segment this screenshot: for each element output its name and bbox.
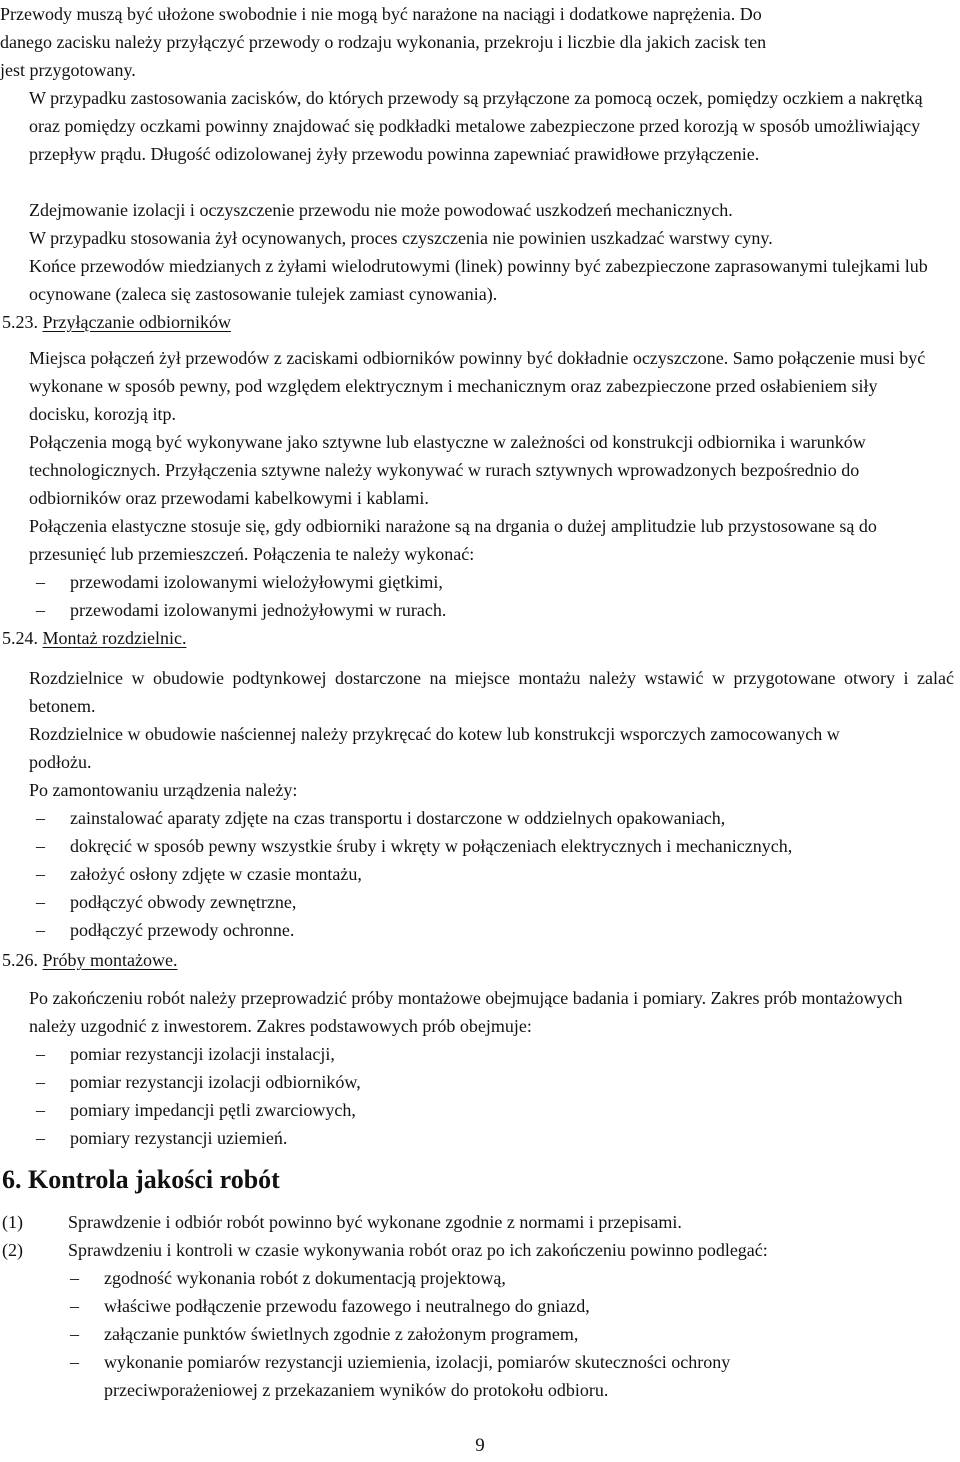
list-item xyxy=(0,1068,940,1096)
list-item xyxy=(0,916,940,944)
list-item xyxy=(0,1040,940,1068)
page-number: 9 xyxy=(475,1435,485,1456)
section-heading-5-26 xyxy=(2,946,177,974)
list-item xyxy=(0,1264,870,1292)
paragraph-flush-mounted: Rozdzielnice w obudowie podtynkowej dostarczone na miejsce montażu należy wstawić w przygotowane otwory i zalać betonem. xyxy=(29,668,954,716)
paragraph-assembly-tests: Po zakończeniu robót należy przeprowadzić próby montażowe obejmujące badania i pomiary. Zakres prób montażowych należy uzgodnić z inwestorem. Zakres podstawowych prób obejmuje: xyxy=(29,988,903,1036)
section-heading-5-23 xyxy=(2,308,231,336)
item-number: (2) xyxy=(2,1240,23,1260)
item-number: (1) xyxy=(2,1212,23,1232)
dash-list-5-26 xyxy=(0,1040,940,1152)
paragraph-surface-mounted: Rozdzielnice w obudowie naściennej należy przykręcać do kotew lub konstrukcji wsporczych zamocowanych w podłożu. xyxy=(29,724,840,772)
list-item xyxy=(0,888,940,916)
numbered-item xyxy=(2,1208,942,1236)
list-item-text: przewodami izolowanymi wielożyłowymi giętkimi, xyxy=(70,572,443,592)
list-item-text: podłączyć obwody zewnętrzne, xyxy=(70,892,297,912)
list-item xyxy=(0,568,940,596)
dash-bullet: – xyxy=(36,1044,45,1064)
numbered-list-6 xyxy=(2,1208,942,1264)
dash-bullet: – xyxy=(36,572,45,592)
numbered-item xyxy=(2,1236,942,1264)
list-item-text: założyć osłony zdjęte w czasie montażu, xyxy=(70,864,362,884)
list-item xyxy=(0,596,940,624)
text-line: jest przygotowany. xyxy=(0,60,136,80)
list-item xyxy=(0,1124,940,1152)
list-item-text: wykonanie pomiarów rezystancji uziemienia, izolacji, pomiarów skuteczności ochrony przeciwporażeniowej z przekazaniem wyników do protokołu odbioru. xyxy=(104,1352,731,1400)
dash-bullet: – xyxy=(70,1324,79,1344)
list-item-text: podłączyć przewody ochronne. xyxy=(70,920,295,940)
dash-bullet: – xyxy=(36,864,45,884)
paragraph-copper-ends: Końce przewodów miedzianych z żyłami wielodrutowymi (linek) powinny być zabezpieczone zaprasowanymi tulejkami lub ocynowane (zaleca się zastosowanie tulejek zamiast cynowania). xyxy=(29,256,928,304)
list-item-text: pomiar rezystancji izolacji odbiorników, xyxy=(70,1072,361,1092)
dash-bullet: – xyxy=(70,1296,79,1316)
dash-bullet: – xyxy=(70,1352,79,1372)
paragraph-connection-points: Miejsca połączeń żył przewodów z zaciskami odbiorników powinny być dokładnie oczyszczone. Samo połączenie musi być wykonane w sposób pewny, pod względem elektrycznym i mechanicznym oraz zabezpieczone przed osłabieniem siły docisku, korozją itp. xyxy=(29,348,926,424)
list-item xyxy=(0,1348,870,1404)
paragraph-after-mounting: Po zamontowaniu urządzenia należy: xyxy=(29,780,298,800)
section-number: 5.23. xyxy=(2,312,38,332)
dash-list-6 xyxy=(0,1264,870,1404)
dash-list-5-24 xyxy=(0,804,940,944)
list-item xyxy=(0,1320,870,1348)
section-title: Przyłączanie odbiorników xyxy=(42,312,231,332)
list-item-text: zainstalować aparaty zdjęte na czas transportu i dostarczone w oddzielnych opakowaniach, xyxy=(70,808,726,828)
dash-bullet: – xyxy=(70,1268,79,1288)
list-item-text: właściwe podłączenie przewodu fazowego i neutralnego do gniazd, xyxy=(104,1296,590,1316)
dash-bullet: – xyxy=(36,1128,45,1148)
numbered-item-text: Sprawdzenie i odbiór robót powinno być wykonane zgodnie z normami i przepisami. xyxy=(68,1212,682,1232)
dash-bullet: – xyxy=(36,808,45,828)
top-paragraph xyxy=(0,0,952,84)
dash-bullet: – xyxy=(36,920,45,940)
list-item-text: zgodność wykonania robót z dokumentacją projektową, xyxy=(104,1268,506,1288)
list-item xyxy=(0,1292,870,1320)
section-number: 5.26. xyxy=(2,950,38,970)
dash-list-5-23 xyxy=(0,568,940,624)
text-line: Przewody muszą być ułożone swobodnie i nie mogą być narażone na naciągi i dodatkowe naprężenia. Do xyxy=(0,4,762,24)
list-item-text: dokręcić w sposób pewny wszystkie śruby i wkręty w połączeniach elektrycznych i mechanicznych, xyxy=(70,836,793,856)
list-item-text: pomiar rezystancji izolacji instalacji, xyxy=(70,1044,335,1064)
section-title: Próby montażowe. xyxy=(42,950,178,970)
list-item-text: załączanie punktów świetlnych zgodnie z założonym programem, xyxy=(104,1324,579,1344)
list-item xyxy=(0,832,940,860)
section-title: Montaż rozdzielnic. xyxy=(42,628,187,648)
paragraph-connection-types: Połączenia mogą być wykonywane jako sztywne lub elastyczne w zależności od konstrukcji odbiornika i warunków technologicznych. Przyłączenia sztywne należy wykonywać w rurach sztywnych wprowadzonych bezpośrednio do odbiorników oraz przewodami kabelkowymi i kablami. xyxy=(29,432,866,508)
list-item-text: przewodami izolowanymi jednożyłowymi w rurach. xyxy=(70,600,447,620)
dash-bullet: – xyxy=(36,1072,45,1092)
list-item xyxy=(0,1096,940,1124)
list-item xyxy=(0,860,940,888)
list-item xyxy=(0,804,940,832)
paragraph-flexible-connections: Połączenia elastyczne stosuje się, gdy odbiorniki narażone są na drgania o dużej amplitudzie lub przystosowane są do przesunięć lub przemieszczeń. Połączenia te należy wykonać: xyxy=(29,516,877,564)
numbered-item-text: Sprawdzeniu i kontroli w czasie wykonywania robót oraz po ich zakończeniu powinno podlegać: xyxy=(68,1240,768,1260)
dash-bullet: – xyxy=(36,600,45,620)
text-line: danego zacisku należy przyłączyć przewody o rodzaju wykonania, przekroju i liczbie dla jakich zacisk ten xyxy=(0,32,767,52)
dash-bullet: – xyxy=(36,1100,45,1120)
dash-bullet: – xyxy=(36,836,45,856)
paragraph-tinned: W przypadku stosowania żył ocynowanych, proces czyszczenia nie powinien uszkadzać warstwy cyny. xyxy=(29,228,773,248)
section-number: 5.24. xyxy=(2,628,38,648)
section-heading-5-24 xyxy=(2,624,186,652)
dash-bullet: – xyxy=(36,892,45,912)
list-item-text: pomiary impedancji pętli zwarciowych, xyxy=(70,1100,356,1120)
paragraph-eyelets: W przypadku zastosowania zacisków, do których przewody są przyłączone za pomocą oczek, pomiędzy oczkiem a nakrętką oraz pomiędzy oczkami powinny znajdować się podkładki metalowe zabezpieczone przed korozją w sposób umożliwiający przepływ prądu. Długość odizolowanej żyły przewodu powinna zapewniać prawidłowe przyłączenie. xyxy=(29,88,923,164)
list-item-text: pomiary rezystancji uziemień. xyxy=(70,1128,288,1148)
chapter-heading: 6. Kontrola jakości robót xyxy=(2,1165,280,1194)
paragraph-insulation: Zdejmowanie izolacji i oczyszczenie przewodu nie może powodować uszkodzeń mechanicznych. xyxy=(29,200,733,220)
